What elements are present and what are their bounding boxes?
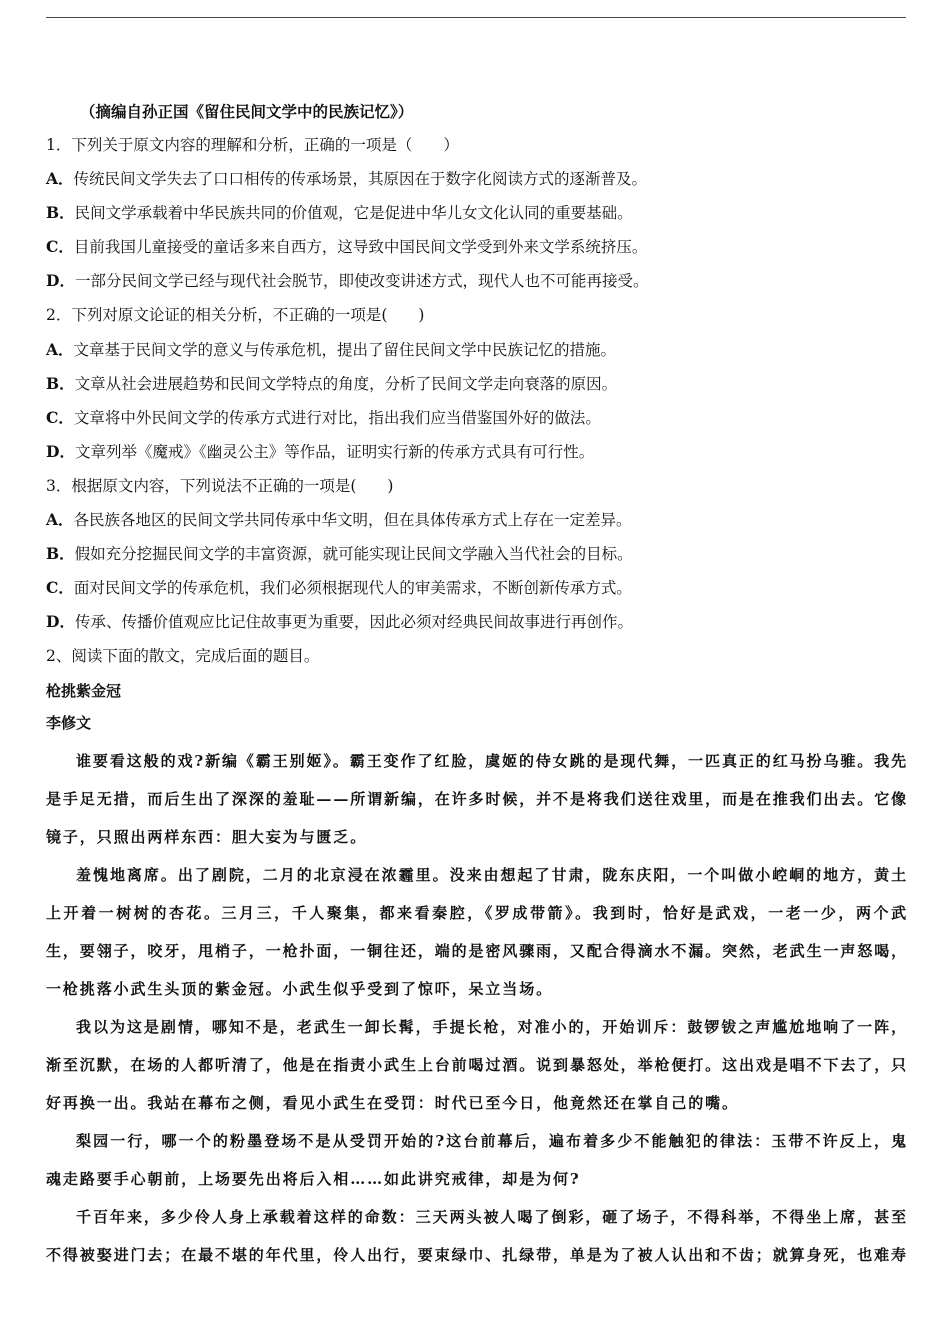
question-3-option-b: B．假如充分挖掘民间文学的丰富资源，就可能实现让民间文学融入当代社会的目标。	[46, 544, 633, 564]
question-2-option-a: A．文章基于民间文学的意义与传承危机，提出了留住民间文学中民族记忆的措施。	[46, 339, 617, 359]
questions-section	[46, 132, 908, 678]
header-rule	[46, 17, 906, 18]
essay-title: 枪挑紫金冠	[46, 682, 122, 700]
question-2-option-c: C．文章将中外民间文学的传承方式进行对比，指出我们应当借鉴国外好的做法。	[46, 407, 601, 427]
essay-paragraph-4: 梨园一行，哪一个的粉墨登场不是从受罚开始的?这台前幕后，遍布着多少不能触犯的律法：玉带不许反上，鬼魂走路要手心朝前，上场要先出将后入相……如此讲究戒律，却是为何?	[46, 1132, 908, 1188]
question-2-option-b: B．文章从社会进展趋势和民间文学特点的角度，分析了民间文学走向衰落的原因。	[46, 373, 618, 393]
essay-section	[46, 678, 908, 1274]
essay-paragraph-3: 我以为这是剧情，哪知不是，老武生一卸长髯，手提长枪，对准小的，开始训斥：鼓锣钹之声尴尬地响了一阵，渐至沉默，在场的人都听清了，他是在指责小武生上台前喝过酒。说到暴怒处，举枪便打。这出戏是唱不下去了，只好再换一出。我站在幕布之侧，看见小武生在受罚：时代已至今日，他竟然还在掌自己的嘴。	[46, 1018, 908, 1112]
essay-paragraph-5: 千百年来，多少伶人身上承载着这样的命数：三天两头被人喝了倒彩，砸了场子，不得科举，不得坐上席，甚至不得被娶进门去；在最不堪的年代里，伶人出行，要束绿巾、扎绿带，单是为了被人认出和不齿；就算身死，也难寿	[46, 1208, 908, 1264]
question-2-option-d: D．文章列举《魔戒》《幽灵公主》等作品，证明实行新的传承方式具有可行性。	[46, 441, 595, 461]
question-3-stem: 3．根据原文内容，下列说法不正确的一项是( )	[46, 476, 394, 495]
question-2-stem: 2．下列对原文论证的相关分析，不正确的一项是( )	[46, 306, 425, 325]
question-1-option-d: D．一部分民间文学已经与现代社会脱节，即使改变讲述方式，现代人也不可能再接受。	[46, 271, 649, 291]
essay-paragraph-1: 谁要看这般的戏?新编《霸王别姬》。霸王变作了红脸，虞姬的侍女跳的是现代舞，一匹真正的红马扮乌骓。我先是手足无措，而后生出了深深的羞耻——所谓新编，在许多时候，并不是将我们送往戏里，而是在推我们出去。它像镜子，只照出两样东西：胆大妄为与匮乏。	[46, 752, 908, 846]
question-3-option-c: C．面对民间文学的传承危机，我们必须根据现代人的审美需求，不断创新传承方式。	[46, 578, 632, 598]
essay-paragraph-2: 羞愧地离席。出了剧院，二月的北京浸在浓霾里。没来由想起了甘肃，陇东庆阳，一个叫做小崆峒的地方，黄土上开着一树树的杏花。三月三，千人聚集，都来看秦腔，《罗成带箭》。我到时，恰好是武戏，一老一少，两个武生，要翎子，咬牙，甩梢子，一枪扑面，一铜往还，端的是密风骤雨，又配合得滴水不漏。突然，老武生一声怒喝，一枪挑落小武生头顶的紫金冠。小武生似乎受到了惊吓，呆立当场。	[46, 866, 908, 998]
source-note: （摘编自孙正国《留住民间文学中的民族记忆》）	[80, 102, 414, 121]
question-3-option-a: A．各民族各地区的民间文学共同传承中华文明，但在具体传承方式上存在一定差异。	[46, 510, 632, 530]
section-2-instruction: 2、阅读下面的散文，完成后面的题目。	[46, 647, 320, 666]
question-1-option-c: C．目前我国儿童接受的童话多来自西方，这导致中国民间文学受到外来文学系统挤压。	[46, 237, 648, 257]
question-1-stem: 1．下列关于原文内容的理解和分析，正确的一项是（ ）	[46, 136, 459, 154]
question-1-option-b: B．民间文学承载着中华民族共同的价值观，它是促进中华儿女文化认同的重要基础。	[46, 203, 633, 223]
question-3-option-d: D．传承、传播价值观应比记住故事更为重要，因此必须对经典民间故事进行再创作。	[46, 612, 633, 632]
essay-author: 李修文	[46, 714, 92, 732]
question-1-option-a: A．传统民间文学失去了口口相传的传承场景，其原因在于数字化阅读方式的逐渐普及。	[46, 169, 648, 189]
